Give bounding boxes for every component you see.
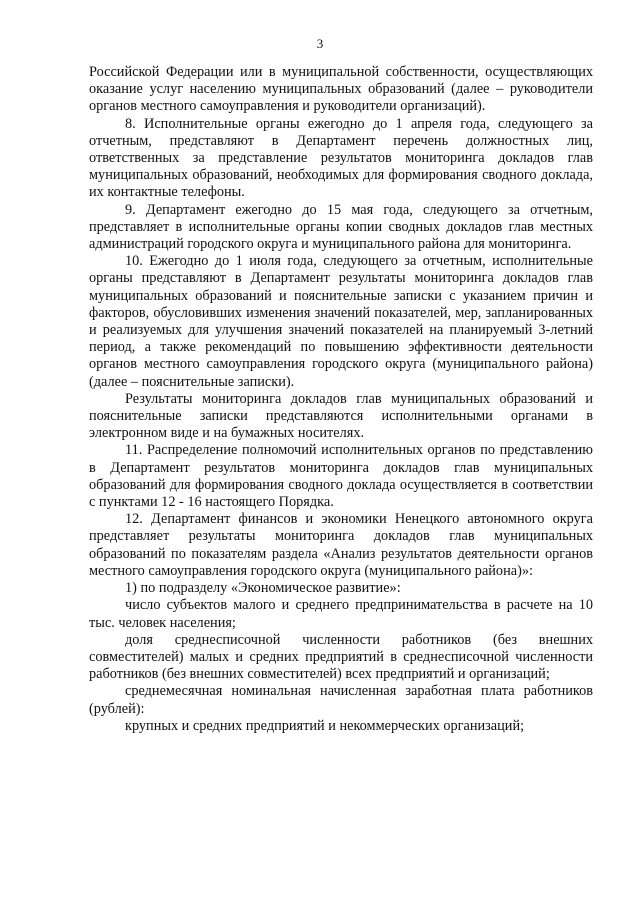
- paragraph-item-10: 10. Ежегодно до 1 июля года, следующего за отчетным, исполнительные органы представляют в Департамент результаты мониторинга докладов глав муниципальных образований и пояснительные записки с указанием причин и факторов, обусловивших изменения значений показателей, мер, запланированных и реализуемых для улучшения значений показателей на планируемый 3-летний период, а также рекомендаций по повышению эффективности деятельности органов местного самоуправления городского округа (муниципального района) (далее – пояснительные записки).: [89, 253, 593, 390]
- paragraph-indicator-wage-large: крупных и средних предприятий и некоммерческих организаций;: [125, 717, 525, 734]
- paragraph-continuation: Российской Федерации или в муниципальной собственности, осуществляющих оказание услуг населению муниципальных образований (далее – руководители органов местного самоуправления и руководители организаций).: [89, 64, 593, 115]
- document-body: [89, 64, 593, 735]
- paragraph-item-12: 12. Департамент финансов и экономики Ненецкого автономного округа представляет результаты мониторинга докладов глав муниципальных образований по показателям раздела «Анализ результатов деятельности органов местного самоуправления городского округа (муниципального района)»:: [89, 511, 593, 579]
- paragraph-indicator-wage: среднемесячная номинальная начисленная заработная плата работников (рублей):: [89, 683, 593, 717]
- paragraph-item-8: 8. Исполнительные органы ежегодно до 1 апреля года, следующего за отчетным, представляют в Департамент перечень должностных лиц, ответственных за представление результатов мониторинга докладов глав муниципальных образований, необходимых для формирования сводного доклада, их контактные телефоны.: [89, 115, 593, 201]
- paragraph-indicator-sme-share: доля среднесписочной численности работников (без внешних совместителей) малых и средних предприятий в среднесписочной численности работников (без внешних совместителей) всех предприятий и организаций;: [89, 631, 593, 683]
- paragraph-indicator-sme-count: число субъектов малого и среднего предпринимательства в расчете на 10 тыс. человек населения;: [89, 597, 593, 631]
- paragraph-subsection-1: 1) по подразделу «Экономическое развитие»:: [125, 580, 401, 597]
- paragraph-item-11: 11. Распределение полномочий исполнительных органов по представлению в Департамент результатов мониторинга докладов глав муниципальных образований для формирования сводного доклада осуществляется в соответствии с пунктами 12 - 16 настоящего Порядка.: [89, 442, 593, 511]
- paragraph-results: Результаты мониторинга докладов глав муниципальных образований и пояснительные записки представляются исполнительными органами в электронном виде и на бумажных носителях.: [89, 390, 593, 442]
- paragraph-item-9: 9. Департамент ежегодно до 15 мая года, следующего за отчетным, представляет в исполнительные органы копии сводных докладов глав местных администраций городского округа и муниципального района для мониторинга.: [89, 201, 593, 253]
- page-number: 3: [316, 36, 324, 51]
